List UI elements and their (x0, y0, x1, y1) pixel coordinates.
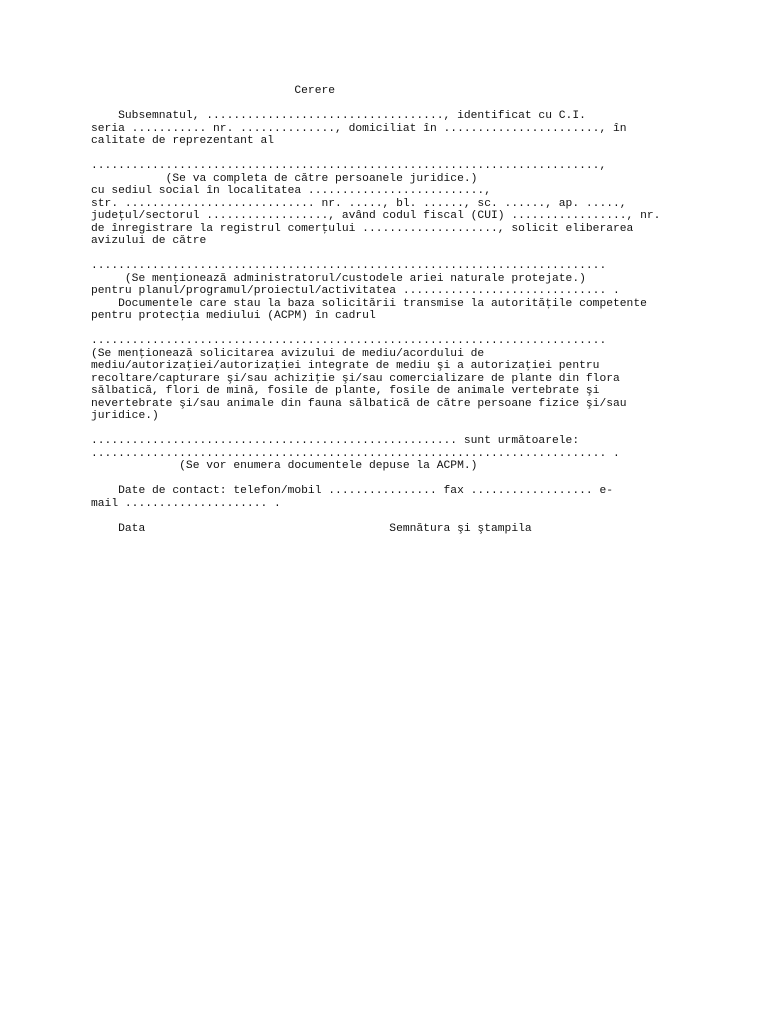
document-line: ............................................................................ (91, 335, 607, 347)
document-line: (Se va completa de către persoanele juridice.) (91, 172, 478, 185)
document-line: judeţul/sectorul .................., având codul fiscal (CUI) ................., nr. (91, 210, 661, 222)
document-line: ............................................................................ (91, 260, 607, 272)
document-line: cu sediul social în localitatea .........................., (91, 185, 491, 197)
document-line: sălbatică, flori de mină, fosile de plante, fosile de animale vertebrate şi (91, 385, 600, 397)
blank-line (91, 473, 731, 486)
document-line: (Se menţionează administratorul/custodele ariei naturale protejate.) (91, 272, 586, 285)
document-line: juridice.) (91, 410, 159, 422)
document-title: Cerere (91, 85, 336, 97)
document-line: Subsemnatul, ..................................., identificat cu C.I. (91, 110, 586, 122)
document-line: mediu/autorizaţiei/autorizaţiei integrate de mediu şi a autorizaţiei pentru (91, 360, 600, 372)
document-line: ..........................................................................., (91, 160, 607, 172)
document-line: pentru protecţia mediului (ACPM) în cadrul (91, 310, 376, 322)
blank-line (91, 423, 731, 436)
blank-line (91, 98, 731, 111)
document-line: ...................................................... sunt următoarele: (91, 435, 580, 447)
document-line: pentru planul/programul/proiectul/activitatea .............................. . (91, 285, 620, 297)
document-line: avizului de către (91, 235, 207, 247)
document-line: str. ............................ nr. ....., bl. ......, sc. ......, ap. ....., (91, 197, 627, 210)
document-line: (Se menţionează solicitarea avizului de mediu/acordului de (91, 347, 485, 360)
document-line: Documentele care stau la baza solicitării transmise la autorităţile competente (91, 297, 647, 310)
blank-line (91, 148, 731, 161)
blank-line (91, 248, 731, 261)
blank-line (91, 323, 731, 336)
document-line: recoltare/capturare şi/sau achiziţie şi/sau comercializare de plante din flora (91, 372, 620, 385)
document-line: ............................................................................ . (91, 447, 620, 460)
request-form-text (91, 85, 731, 535)
document-line: Data Semnătura şi ştampila (91, 522, 532, 535)
document-line: de înregistrare la registrul comerţului ...................., solicit eliberarea (91, 222, 634, 235)
blank-line (91, 510, 731, 523)
document-line: (Se vor enumera documentele depuse la ACPM.) (91, 460, 478, 472)
document-line: mail ..................... . (91, 497, 281, 510)
document-line: Date de contact: telefon/mobil ................ fax .................. e- (91, 485, 614, 497)
document-line: calitate de reprezentant al (91, 135, 275, 147)
document-line: seria ........... nr. .............., domiciliat în ......................., în (91, 122, 627, 135)
document-line: nevertebrate şi/sau animale din fauna sălbatică de către persoane fizice şi/sau (91, 397, 627, 410)
